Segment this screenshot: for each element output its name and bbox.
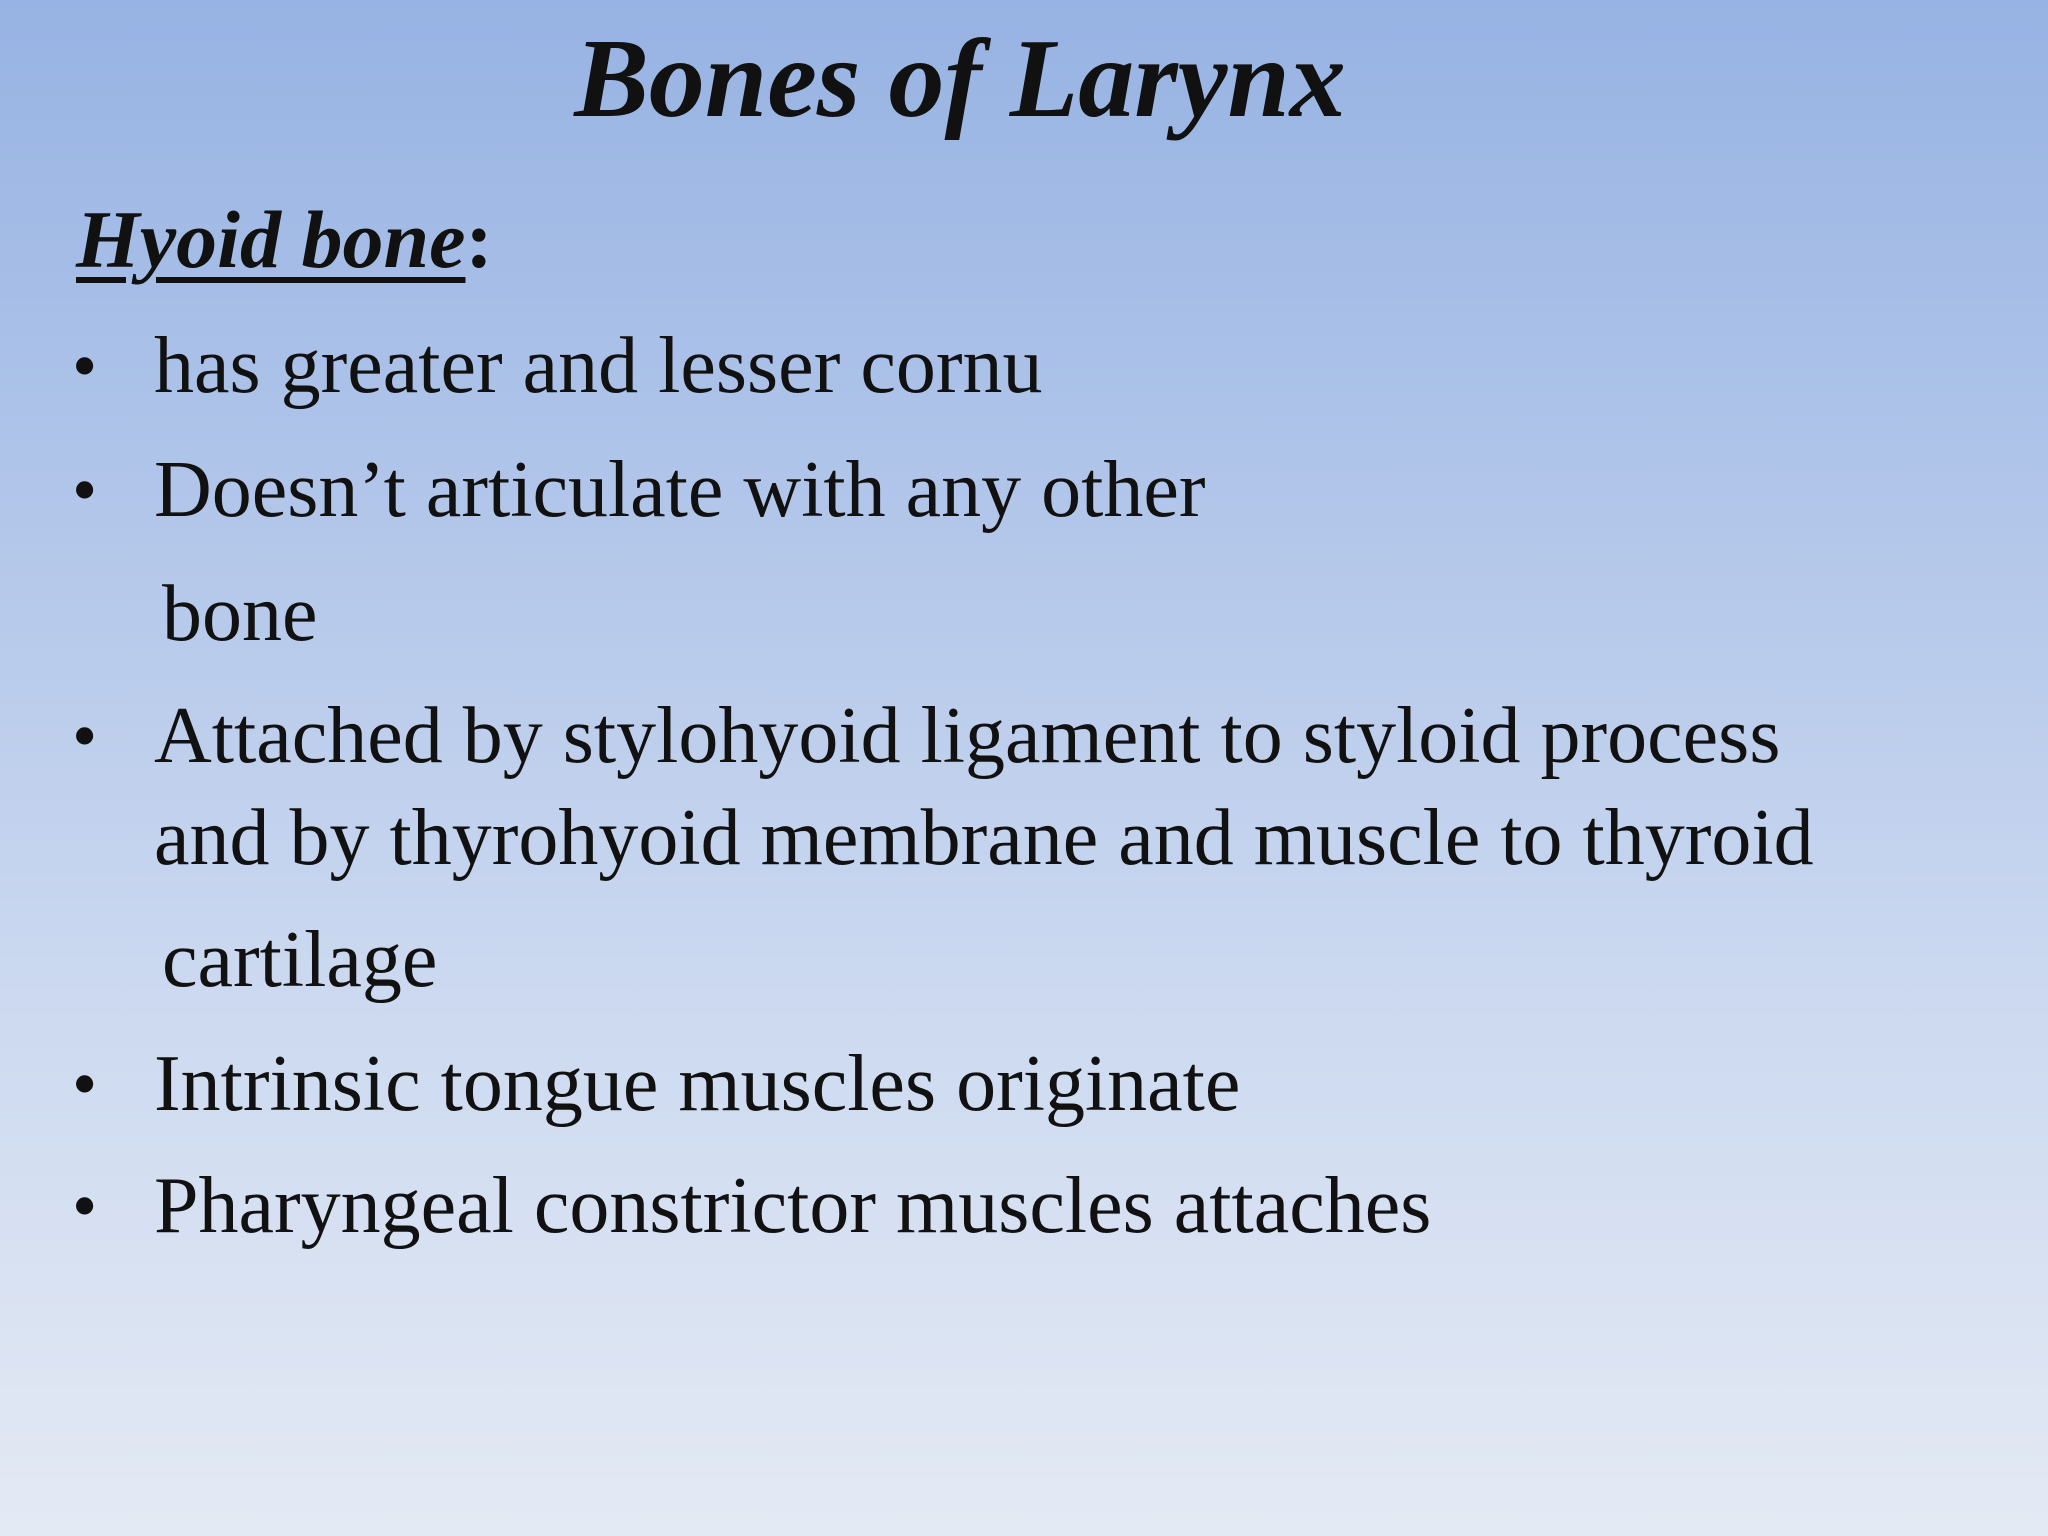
bullet-1-line-1: has greater and lesser cornu [154, 322, 1043, 410]
bullet-dot: • [72, 326, 98, 406]
bullet-dot: • [72, 450, 98, 530]
section-heading-text: Hyoid bone [76, 194, 466, 285]
section-heading-colon: : [465, 194, 493, 285]
bullet-3-line-2: and by thyrohyoid membrane and muscle to thyroid [154, 794, 1814, 882]
bullet-dot: • [72, 1044, 98, 1124]
bullet-3-line-3: cartilage [162, 916, 438, 1004]
bullet-2-line-1: Doesn’t articulate with any other [154, 446, 1206, 534]
bullet-5-line-1: Pharyngeal constrictor muscles attaches [154, 1162, 1432, 1250]
bullet-3-line-1: Attached by stylohyoid ligament to styloid process [154, 692, 1781, 780]
bullet-4-line-1: Intrinsic tongue muscles originate [154, 1040, 1241, 1128]
slide-title: Bones of Larynx [574, 17, 1346, 141]
bullet-dot: • [72, 1166, 98, 1246]
section-heading [76, 190, 493, 290]
bullet-dot: • [72, 696, 98, 776]
bullet-2-line-2: bone [162, 570, 318, 658]
